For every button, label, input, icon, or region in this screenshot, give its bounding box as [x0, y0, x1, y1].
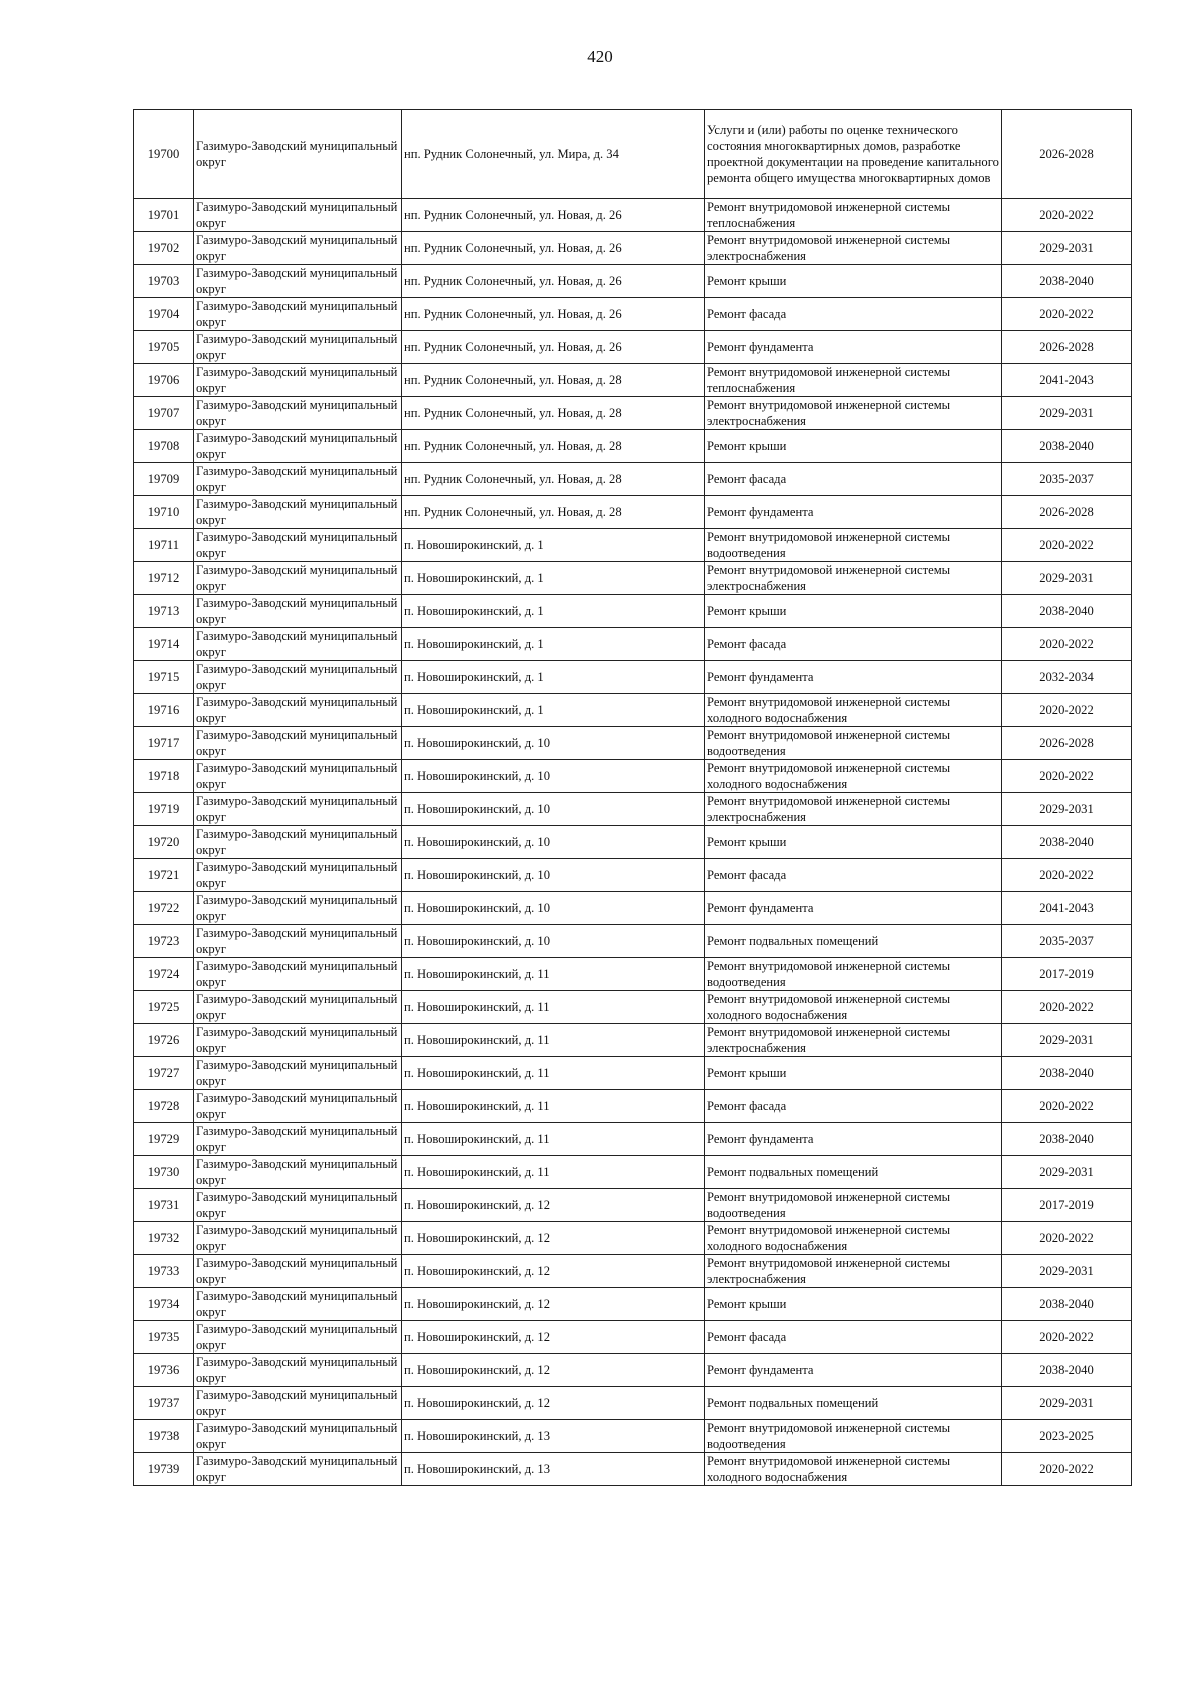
table-row — [134, 1057, 1132, 1090]
row-number-cell: 19706 — [134, 364, 194, 397]
address-cell: п. Новоширокинский, д. 10 — [402, 859, 705, 892]
period-cell: 2020-2022 — [1002, 1222, 1132, 1255]
address-cell: п. Новоширокинский, д. 1 — [402, 595, 705, 628]
municipality-cell: Газимуро-Заводский муниципальный округ — [194, 463, 402, 496]
municipality-cell: Газимуро-Заводский муниципальный округ — [194, 1189, 402, 1222]
period-cell: 2023-2025 — [1002, 1420, 1132, 1453]
row-number-cell: 19727 — [134, 1057, 194, 1090]
address-cell: п. Новоширокинский, д. 12 — [402, 1189, 705, 1222]
row-number-cell: 19710 — [134, 496, 194, 529]
municipality-cell: Газимуро-Заводский муниципальный округ — [194, 110, 402, 199]
period-cell: 2020-2022 — [1002, 694, 1132, 727]
address-cell: п. Новоширокинский, д. 1 — [402, 628, 705, 661]
row-number-cell: 19719 — [134, 793, 194, 826]
table-row — [134, 958, 1132, 991]
row-number-cell: 19705 — [134, 331, 194, 364]
row-number-cell: 19739 — [134, 1453, 194, 1486]
address-cell: п. Новоширокинский, д. 12 — [402, 1222, 705, 1255]
period-cell: 2020-2022 — [1002, 1090, 1132, 1123]
work-type-cell: Ремонт внутридомовой инженерной системы водоотведения — [705, 529, 1002, 562]
address-cell: п. Новоширокинский, д. 11 — [402, 1156, 705, 1189]
row-number-cell: 19712 — [134, 562, 194, 595]
period-cell: 2020-2022 — [1002, 628, 1132, 661]
table-row — [134, 463, 1132, 496]
row-number-cell: 19707 — [134, 397, 194, 430]
municipality-cell: Газимуро-Заводский муниципальный округ — [194, 925, 402, 958]
row-number-cell: 19703 — [134, 265, 194, 298]
row-number-cell: 19730 — [134, 1156, 194, 1189]
work-type-cell: Ремонт внутридомовой инженерной системы электроснабжения — [705, 232, 1002, 265]
page-number: 420 — [587, 47, 613, 66]
table-row — [134, 1189, 1132, 1222]
municipality-cell: Газимуро-Заводский муниципальный округ — [194, 1090, 402, 1123]
address-cell: нп. Рудник Солонечный, ул. Новая, д. 28 — [402, 496, 705, 529]
work-type-cell: Ремонт крыши — [705, 1288, 1002, 1321]
table-row — [134, 628, 1132, 661]
period-cell: 2026-2028 — [1002, 496, 1132, 529]
table-row — [134, 1024, 1132, 1057]
row-number-cell: 19717 — [134, 727, 194, 760]
row-number-cell: 19722 — [134, 892, 194, 925]
period-cell: 2029-2031 — [1002, 793, 1132, 826]
address-cell: п. Новоширокинский, д. 1 — [402, 694, 705, 727]
table-row — [134, 1387, 1132, 1420]
period-cell: 2020-2022 — [1002, 298, 1132, 331]
address-cell: п. Новоширокинский, д. 11 — [402, 1090, 705, 1123]
address-cell: п. Новоширокинский, д. 10 — [402, 826, 705, 859]
work-type-cell: Ремонт подвальных помещений — [705, 1156, 1002, 1189]
table-row — [134, 232, 1132, 265]
work-type-cell: Ремонт фундамента — [705, 496, 1002, 529]
table-row — [134, 826, 1132, 859]
period-cell: 2035-2037 — [1002, 925, 1132, 958]
row-number-cell: 19720 — [134, 826, 194, 859]
table-row — [134, 529, 1132, 562]
address-cell: нп. Рудник Солонечный, ул. Новая, д. 28 — [402, 364, 705, 397]
period-cell: 2038-2040 — [1002, 595, 1132, 628]
municipality-cell: Газимуро-Заводский муниципальный округ — [194, 1354, 402, 1387]
table-row — [134, 1090, 1132, 1123]
row-number-cell: 19729 — [134, 1123, 194, 1156]
row-number-cell: 19735 — [134, 1321, 194, 1354]
row-number-cell: 19731 — [134, 1189, 194, 1222]
work-type-cell: Ремонт фасада — [705, 1090, 1002, 1123]
period-cell: 2020-2022 — [1002, 760, 1132, 793]
table-row — [134, 496, 1132, 529]
row-number-cell: 19723 — [134, 925, 194, 958]
row-number-cell: 19733 — [134, 1255, 194, 1288]
address-cell: п. Новоширокинский, д. 12 — [402, 1321, 705, 1354]
municipality-cell: Газимуро-Заводский муниципальный округ — [194, 727, 402, 760]
period-cell: 2038-2040 — [1002, 1057, 1132, 1090]
address-cell: п. Новоширокинский, д. 1 — [402, 529, 705, 562]
work-type-cell: Ремонт внутридомовой инженерной системы водоотведения — [705, 1420, 1002, 1453]
table-row — [134, 1156, 1132, 1189]
municipality-cell: Газимуро-Заводский муниципальный округ — [194, 265, 402, 298]
row-number-cell: 19737 — [134, 1387, 194, 1420]
table-row — [134, 1123, 1132, 1156]
row-number-cell: 19711 — [134, 529, 194, 562]
period-cell: 2020-2022 — [1002, 1321, 1132, 1354]
work-type-cell: Ремонт внутридомовой инженерной системы холодного водоснабжения — [705, 694, 1002, 727]
municipality-cell: Газимуро-Заводский муниципальный округ — [194, 199, 402, 232]
table-row — [134, 760, 1132, 793]
municipality-cell: Газимуро-Заводский муниципальный округ — [194, 661, 402, 694]
period-cell: 2032-2034 — [1002, 661, 1132, 694]
address-cell: п. Новоширокинский, д. 12 — [402, 1255, 705, 1288]
period-cell: 2020-2022 — [1002, 991, 1132, 1024]
period-cell: 2029-2031 — [1002, 562, 1132, 595]
municipality-cell: Газимуро-Заводский муниципальный округ — [194, 430, 402, 463]
municipality-cell: Газимуро-Заводский муниципальный округ — [194, 760, 402, 793]
work-type-cell: Ремонт фасада — [705, 628, 1002, 661]
table-row — [134, 991, 1132, 1024]
table-row — [134, 925, 1132, 958]
municipality-cell: Газимуро-Заводский муниципальный округ — [194, 1057, 402, 1090]
municipality-cell: Газимуро-Заводский муниципальный округ — [194, 892, 402, 925]
row-number-cell: 19704 — [134, 298, 194, 331]
period-cell: 2029-2031 — [1002, 1156, 1132, 1189]
table-row — [134, 265, 1132, 298]
address-cell: п. Новоширокинский, д. 13 — [402, 1453, 705, 1486]
work-type-cell: Ремонт подвальных помещений — [705, 1387, 1002, 1420]
address-cell: нп. Рудник Солонечный, ул. Новая, д. 28 — [402, 397, 705, 430]
period-cell: 2026-2028 — [1002, 331, 1132, 364]
period-cell: 2026-2028 — [1002, 110, 1132, 199]
table-row — [134, 859, 1132, 892]
period-cell: 2038-2040 — [1002, 1354, 1132, 1387]
work-type-cell: Ремонт внутридомовой инженерной системы электроснабжения — [705, 1255, 1002, 1288]
address-cell: п. Новоширокинский, д. 12 — [402, 1387, 705, 1420]
municipality-cell: Газимуро-Заводский муниципальный округ — [194, 826, 402, 859]
table-row — [134, 364, 1132, 397]
municipality-cell: Газимуро-Заводский муниципальный округ — [194, 232, 402, 265]
address-cell: п. Новоширокинский, д. 11 — [402, 1123, 705, 1156]
row-number-cell: 19726 — [134, 1024, 194, 1057]
row-number-cell: 19718 — [134, 760, 194, 793]
row-number-cell: 19714 — [134, 628, 194, 661]
work-type-cell: Ремонт внутридомовой инженерной системы водоотведения — [705, 1189, 1002, 1222]
municipality-cell: Газимуро-Заводский муниципальный округ — [194, 364, 402, 397]
table-row — [134, 331, 1132, 364]
period-cell: 2038-2040 — [1002, 1123, 1132, 1156]
period-cell: 2038-2040 — [1002, 826, 1132, 859]
municipality-cell: Газимуро-Заводский муниципальный округ — [194, 1123, 402, 1156]
work-type-cell: Ремонт крыши — [705, 430, 1002, 463]
row-number-cell: 19702 — [134, 232, 194, 265]
work-type-cell: Услуги и (или) работы по оценке технического состояния многоквартирных домов, разработке проектной документации на проведение капитального ремонта общего имущества многоквартирных домов — [705, 110, 1002, 199]
address-cell: нп. Рудник Солонечный, ул. Мира, д. 34 — [402, 110, 705, 199]
table-row — [134, 430, 1132, 463]
period-cell: 2041-2043 — [1002, 892, 1132, 925]
work-type-cell: Ремонт крыши — [705, 1057, 1002, 1090]
work-type-cell: Ремонт подвальных помещений — [705, 925, 1002, 958]
work-type-cell: Ремонт фундамента — [705, 1354, 1002, 1387]
address-cell: нп. Рудник Солонечный, ул. Новая, д. 28 — [402, 463, 705, 496]
table-row — [134, 595, 1132, 628]
work-type-cell: Ремонт внутридомовой инженерной системы электроснабжения — [705, 562, 1002, 595]
address-cell: п. Новоширокинский, д. 12 — [402, 1354, 705, 1387]
work-type-cell: Ремонт внутридомовой инженерной системы теплоснабжения — [705, 364, 1002, 397]
period-cell: 2017-2019 — [1002, 1189, 1132, 1222]
address-cell: п. Новоширокинский, д. 1 — [402, 562, 705, 595]
row-number-cell: 19715 — [134, 661, 194, 694]
work-type-cell: Ремонт фасада — [705, 859, 1002, 892]
municipality-cell: Газимуро-Заводский муниципальный округ — [194, 958, 402, 991]
row-number-cell: 19709 — [134, 463, 194, 496]
address-cell: п. Новоширокинский, д. 13 — [402, 1420, 705, 1453]
period-cell: 2029-2031 — [1002, 232, 1132, 265]
work-type-cell: Ремонт внутридомовой инженерной системы холодного водоснабжения — [705, 1453, 1002, 1486]
period-cell: 2038-2040 — [1002, 1288, 1132, 1321]
municipality-cell: Газимуро-Заводский муниципальный округ — [194, 991, 402, 1024]
table-row — [134, 1354, 1132, 1387]
work-type-cell: Ремонт крыши — [705, 265, 1002, 298]
address-cell: п. Новоширокинский, д. 10 — [402, 925, 705, 958]
work-type-cell: Ремонт внутридомовой инженерной системы холодного водоснабжения — [705, 991, 1002, 1024]
address-cell: п. Новоширокинский, д. 12 — [402, 1288, 705, 1321]
municipality-cell: Газимуро-Заводский муниципальный округ — [194, 529, 402, 562]
table-row — [134, 199, 1132, 232]
work-type-cell: Ремонт фундамента — [705, 892, 1002, 925]
address-cell: п. Новоширокинский, д. 1 — [402, 661, 705, 694]
period-cell: 2020-2022 — [1002, 199, 1132, 232]
work-type-cell: Ремонт внутридомовой инженерной системы электроснабжения — [705, 1024, 1002, 1057]
address-cell: п. Новоширокинский, д. 11 — [402, 958, 705, 991]
municipality-cell: Газимуро-Заводский муниципальный округ — [194, 397, 402, 430]
municipality-cell: Газимуро-Заводский муниципальный округ — [194, 496, 402, 529]
work-type-cell: Ремонт внутридомовой инженерной системы водоотведения — [705, 727, 1002, 760]
municipality-cell: Газимуро-Заводский муниципальный округ — [194, 595, 402, 628]
table-row — [134, 397, 1132, 430]
address-cell: п. Новоширокинский, д. 11 — [402, 1024, 705, 1057]
address-cell: п. Новоширокинский, д. 10 — [402, 793, 705, 826]
period-cell: 2020-2022 — [1002, 1453, 1132, 1486]
table-row — [134, 110, 1132, 199]
municipality-cell: Газимуро-Заводский муниципальный округ — [194, 628, 402, 661]
repair-schedule-table — [133, 109, 1132, 1486]
table-row — [134, 793, 1132, 826]
municipality-cell: Газимуро-Заводский муниципальный округ — [194, 1255, 402, 1288]
work-type-cell: Ремонт фундамента — [705, 661, 1002, 694]
municipality-cell: Газимуро-Заводский муниципальный округ — [194, 859, 402, 892]
address-cell: п. Новоширокинский, д. 10 — [402, 892, 705, 925]
period-cell: 2041-2043 — [1002, 364, 1132, 397]
row-number-cell: 19725 — [134, 991, 194, 1024]
work-type-cell: Ремонт внутридомовой инженерной системы водоотведения — [705, 958, 1002, 991]
work-type-cell: Ремонт крыши — [705, 595, 1002, 628]
period-cell: 2020-2022 — [1002, 529, 1132, 562]
period-cell: 2017-2019 — [1002, 958, 1132, 991]
work-type-cell: Ремонт внутридомовой инженерной системы холодного водоснабжения — [705, 760, 1002, 793]
municipality-cell: Газимуро-Заводский муниципальный округ — [194, 694, 402, 727]
row-number-cell: 19713 — [134, 595, 194, 628]
work-type-cell: Ремонт внутридомовой инженерной системы холодного водоснабжения — [705, 1222, 1002, 1255]
address-cell: нп. Рудник Солонечный, ул. Новая, д. 26 — [402, 331, 705, 364]
address-cell: п. Новоширокинский, д. 10 — [402, 727, 705, 760]
row-number-cell: 19700 — [134, 110, 194, 199]
address-cell: нп. Рудник Солонечный, ул. Новая, д. 26 — [402, 265, 705, 298]
table-row — [134, 1255, 1132, 1288]
row-number-cell: 19721 — [134, 859, 194, 892]
table-row — [134, 1321, 1132, 1354]
table-row — [134, 562, 1132, 595]
period-cell: 2029-2031 — [1002, 1387, 1132, 1420]
work-type-cell: Ремонт фасада — [705, 1321, 1002, 1354]
address-cell: нп. Рудник Солонечный, ул. Новая, д. 28 — [402, 430, 705, 463]
table-row — [134, 727, 1132, 760]
table-row — [134, 1222, 1132, 1255]
address-cell: п. Новоширокинский, д. 11 — [402, 1057, 705, 1090]
municipality-cell: Газимуро-Заводский муниципальный округ — [194, 1024, 402, 1057]
work-type-cell: Ремонт фундамента — [705, 1123, 1002, 1156]
work-type-cell: Ремонт внутридомовой инженерной системы теплоснабжения — [705, 199, 1002, 232]
municipality-cell: Газимуро-Заводский муниципальный округ — [194, 298, 402, 331]
address-cell: нп. Рудник Солонечный, ул. Новая, д. 26 — [402, 199, 705, 232]
table-row — [134, 661, 1132, 694]
row-number-cell: 19701 — [134, 199, 194, 232]
period-cell: 2035-2037 — [1002, 463, 1132, 496]
address-cell: п. Новоширокинский, д. 10 — [402, 760, 705, 793]
table-body — [134, 110, 1132, 1486]
work-type-cell: Ремонт внутридомовой инженерной системы электроснабжения — [705, 793, 1002, 826]
row-number-cell: 19724 — [134, 958, 194, 991]
work-type-cell: Ремонт фундамента — [705, 331, 1002, 364]
period-cell: 2029-2031 — [1002, 1024, 1132, 1057]
table-row — [134, 298, 1132, 331]
table-row — [134, 1420, 1132, 1453]
work-type-cell: Ремонт фасада — [705, 298, 1002, 331]
address-cell: нп. Рудник Солонечный, ул. Новая, д. 26 — [402, 298, 705, 331]
row-number-cell: 19732 — [134, 1222, 194, 1255]
municipality-cell: Газимуро-Заводский муниципальный округ — [194, 793, 402, 826]
table-row — [134, 1288, 1132, 1321]
municipality-cell: Газимуро-Заводский муниципальный округ — [194, 1288, 402, 1321]
period-cell: 2029-2031 — [1002, 397, 1132, 430]
municipality-cell: Газимуро-Заводский муниципальный округ — [194, 562, 402, 595]
municipality-cell: Газимуро-Заводский муниципальный округ — [194, 331, 402, 364]
row-number-cell: 19716 — [134, 694, 194, 727]
municipality-cell: Газимуро-Заводский муниципальный округ — [194, 1156, 402, 1189]
row-number-cell: 19728 — [134, 1090, 194, 1123]
table-row — [134, 1453, 1132, 1486]
period-cell: 2029-2031 — [1002, 1255, 1132, 1288]
period-cell: 2020-2022 — [1002, 859, 1132, 892]
row-number-cell: 19738 — [134, 1420, 194, 1453]
work-type-cell: Ремонт крыши — [705, 826, 1002, 859]
table-row — [134, 892, 1132, 925]
municipality-cell: Газимуро-Заводский муниципальный округ — [194, 1420, 402, 1453]
row-number-cell: 19734 — [134, 1288, 194, 1321]
table-row — [134, 694, 1132, 727]
address-cell: п. Новоширокинский, д. 11 — [402, 991, 705, 1024]
work-type-cell: Ремонт внутридомовой инженерной системы электроснабжения — [705, 397, 1002, 430]
municipality-cell: Газимуро-Заводский муниципальный округ — [194, 1387, 402, 1420]
period-cell: 2026-2028 — [1002, 727, 1132, 760]
municipality-cell: Газимуро-Заводский муниципальный округ — [194, 1321, 402, 1354]
municipality-cell: Газимуро-Заводский муниципальный округ — [194, 1222, 402, 1255]
period-cell: 2038-2040 — [1002, 430, 1132, 463]
row-number-cell: 19736 — [134, 1354, 194, 1387]
address-cell: нп. Рудник Солонечный, ул. Новая, д. 26 — [402, 232, 705, 265]
municipality-cell: Газимуро-Заводский муниципальный округ — [194, 1453, 402, 1486]
work-type-cell: Ремонт фасада — [705, 463, 1002, 496]
row-number-cell: 19708 — [134, 430, 194, 463]
period-cell: 2038-2040 — [1002, 265, 1132, 298]
